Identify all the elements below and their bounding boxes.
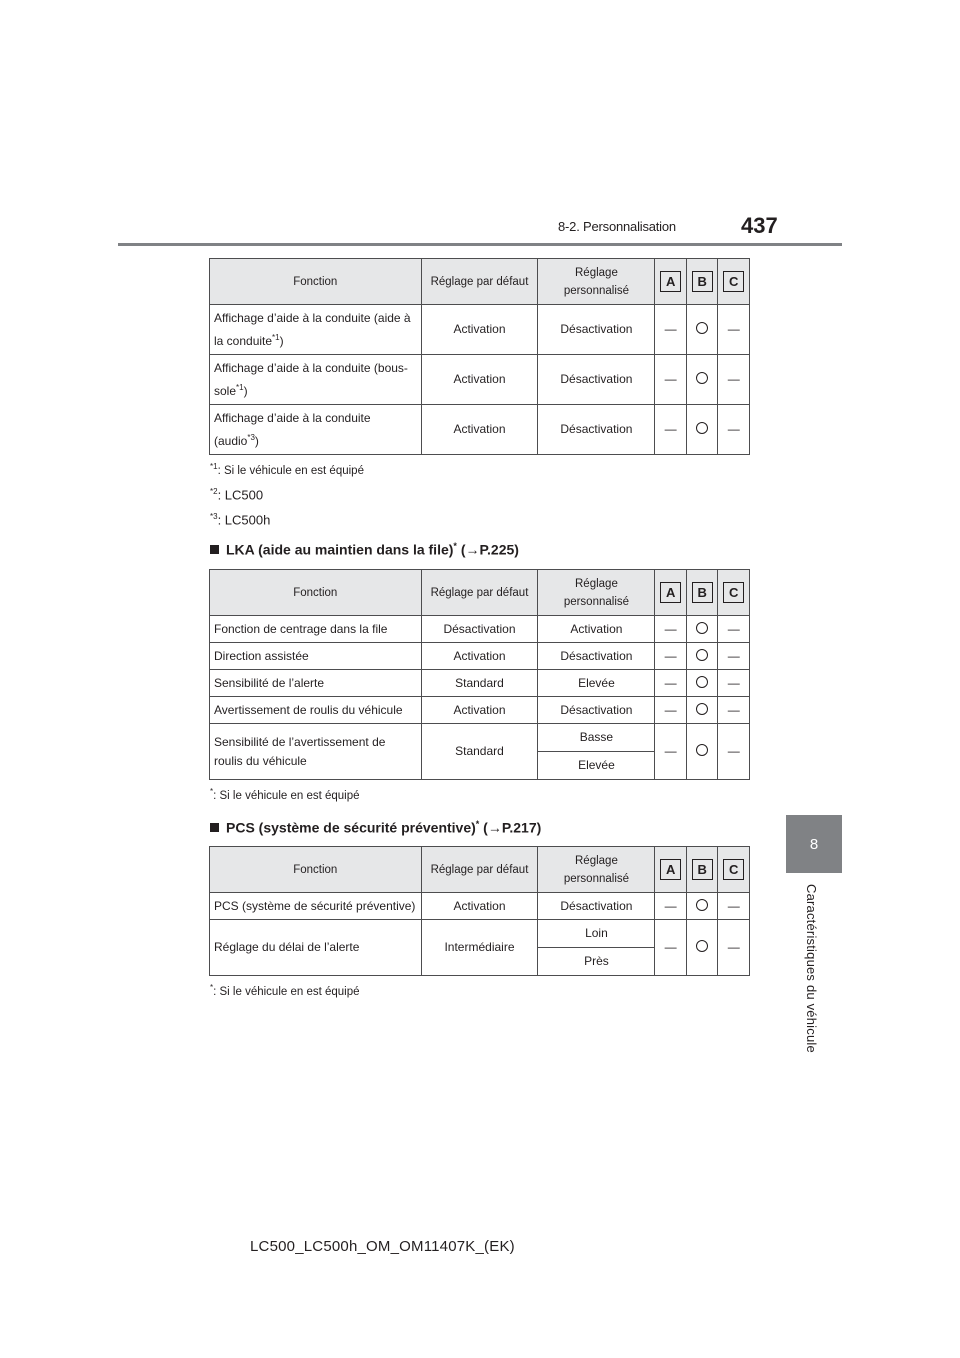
footnote-1: $^{*1}$: Si le véhicule en est équipé	[210, 462, 364, 477]
circle-icon	[696, 372, 708, 384]
circle-icon	[696, 322, 708, 334]
pcs-table: Fonction Réglage par défaut Réglage personnalisé A B C PCS (système de sécurité préventive) Activation Désactivation — — Réglage du délai de l’alerte Intermédiaire Loin Près — —	[209, 846, 750, 976]
table-row: Affichage d’aide à la conduite (bous-sole$^{*1}$) Activation Désactivation — —	[210, 355, 750, 405]
table-row: Affichage d’aide à la conduite (aide à la conduite$^{*1}$) Activation Désactivation — —	[210, 305, 750, 355]
circle-icon	[696, 899, 708, 911]
table-row: Fonction de centrage dans la file Désactivation Activation — —	[210, 616, 750, 643]
col-fonction: Fonction	[210, 259, 422, 305]
footnote-3: $^{*3}$: LC500h	[210, 512, 271, 528]
table-row: Réglage du délai de l’alerte Intermédiaire Loin Près — —	[210, 920, 750, 976]
table-row: Sensibilité de l’alerte Standard Elevée — —	[210, 670, 750, 697]
circle-icon	[696, 744, 708, 756]
table-row: Direction assistée Activation Désactivation — —	[210, 643, 750, 670]
circle-icon	[696, 940, 708, 952]
lka-table: Fonction Réglage par défaut Réglage personnalisé A B C Fonction de centrage dans la file Désactivation Activation — — Direction assistée Activation Désactivation — — Sensibilité de l’alerte Standard Elevée — — Avertissement de roulis du véhicule Activation Désactivation — — Sensibilité de l’avertissement de roulis du véhicule Standard Basse Elevée — —	[209, 569, 750, 780]
chapter-label: Caractéristiques du véhicule	[804, 884, 819, 1053]
pcs-heading: PCS (système de sécurité préventive)* (→P.217)	[210, 819, 541, 836]
square-bullet-icon	[210, 823, 219, 832]
footnote-lka: *: Si le véhicule en est équipé	[210, 787, 360, 802]
square-bullet-icon	[210, 545, 219, 554]
table-row: Affichage d’aide à la conduite (audio$^{*3}$) Activation Désactivation — —	[210, 405, 750, 455]
circle-icon	[696, 422, 708, 434]
col-perso: Réglage personnalisé	[538, 259, 655, 305]
circle-icon	[696, 649, 708, 661]
circle-icon	[696, 676, 708, 688]
chapter-tab	[786, 815, 842, 873]
col-b: B	[686, 259, 718, 305]
header-rule	[118, 243, 842, 246]
document-code: LC500_LC500h_OM_OM11407K_(EK)	[250, 1238, 515, 1255]
table-row: Sensibilité de l’avertissement de roulis du véhicule Standard Basse Elevée — —	[210, 724, 750, 780]
table-row: Avertissement de roulis du véhicule Activation Désactivation — —	[210, 697, 750, 724]
footnote-pcs: *: Si le véhicule en est équipé	[210, 983, 360, 998]
circle-icon	[696, 622, 708, 634]
table-row: PCS (système de sécurité préventive) Activation Désactivation — —	[210, 893, 750, 920]
circle-icon	[696, 703, 708, 715]
lka-heading: LKA (aide au maintien dans la file)* (→P.225)	[210, 541, 519, 558]
col-c: C	[718, 259, 750, 305]
chapter-number: 8	[809, 835, 819, 853]
driving-assist-display-table	[209, 258, 750, 455]
page-number: 437	[741, 213, 778, 238]
col-a: A	[655, 259, 687, 305]
col-defaut: Réglage par défaut	[421, 259, 538, 305]
section-title: 8-2. Personnalisation	[558, 219, 676, 234]
footnote-2: $^{*2}$: LC500	[210, 487, 264, 503]
